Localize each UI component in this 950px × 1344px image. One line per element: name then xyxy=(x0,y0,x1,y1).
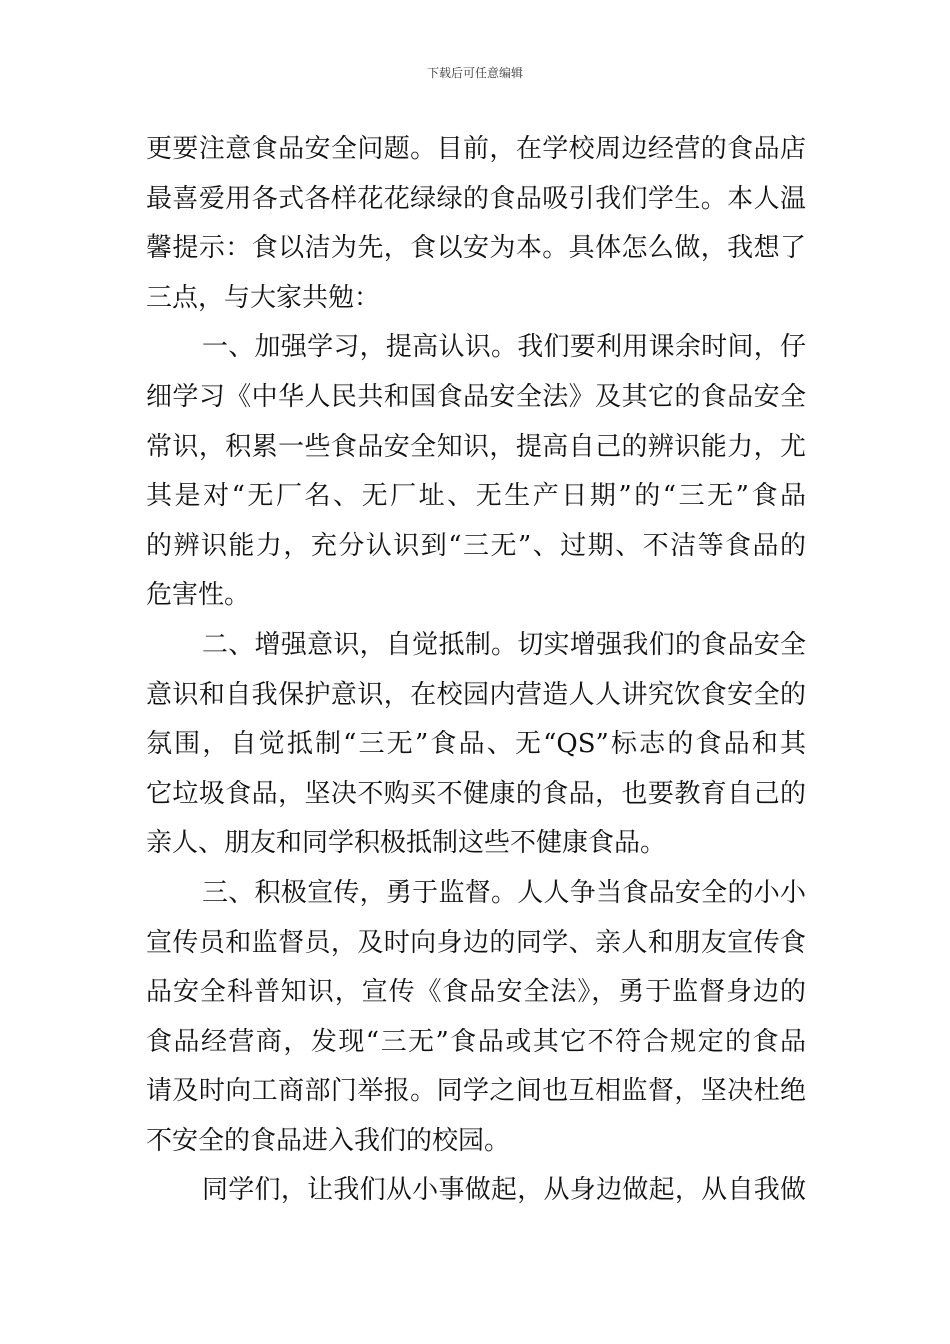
text-line: 常识，积累一些食品安全知识，提高自己的辨识能力，尤 xyxy=(146,431,806,462)
text-line: 同学们，让我们从小事做起，从身边做起，从自我做 xyxy=(202,1175,806,1206)
text-line: 的辨识能力，充分认识到“三无”、过期、不洁等食品的 xyxy=(146,530,806,561)
text-line: 亲人、朋友和同学积极抵制这些不健康食品。 xyxy=(146,828,667,859)
text-line: 最喜爱用各式各样花花绿绿的食品吸引我们学生。本人温 xyxy=(146,183,806,214)
text-line: 三点，与大家共勉： xyxy=(146,282,381,313)
text-line: 馨提示：食以洁为先，食以安为本。具体怎么做，我想了 xyxy=(146,233,806,264)
text-line: 三、积极宣传，勇于监督。人人争当食品安全的小小 xyxy=(202,877,806,908)
body-text xyxy=(146,125,806,1216)
text-line: 不安全的食品进入我们的校园。 xyxy=(146,1125,511,1156)
text-line: 宣传员和监督员，及时向身边的同学、亲人和朋友宣传食 xyxy=(146,927,806,958)
text-line: 更要注意食品安全问题。目前，在学校周边经营的食品店 xyxy=(146,134,806,164)
text-line: 危害性。 xyxy=(146,580,251,611)
text-line: 二、增强意识，自觉抵制。切实增强我们的食品安全 xyxy=(202,629,806,660)
text-line: 氛围，自觉抵制“三无”食品、无“QS”标志的食品和其 xyxy=(146,729,806,760)
text-line: 请及时向工商部门举报。同学之间也互相监督，坚决杜绝 xyxy=(146,1076,806,1107)
text-line: 意识和自我保护意识，在校园内营造人人讲究饮食安全的 xyxy=(146,679,806,710)
text-line: 一、加强学习，提高认识。我们要利用课余时间，仔 xyxy=(202,332,806,363)
text-line: 它垃圾食品，坚决不购买不健康的食品，也要教育自己的 xyxy=(146,778,806,809)
text-line: 细学习《中华人民共和国食品安全法》及其它的食品安全 xyxy=(146,381,806,412)
page-header-note: 下载后可任意编辑 xyxy=(426,66,523,80)
text-line: 其是对“无厂名、无厂址、无生产日期”的“三无”食品 xyxy=(146,481,806,512)
text-line: 食品经营商，发现“三无”食品或其它不符合规定的食品 xyxy=(146,1026,806,1057)
text-line: 品安全科普知识，宣传《食品安全法》，勇于监督身边的 xyxy=(146,977,806,1008)
